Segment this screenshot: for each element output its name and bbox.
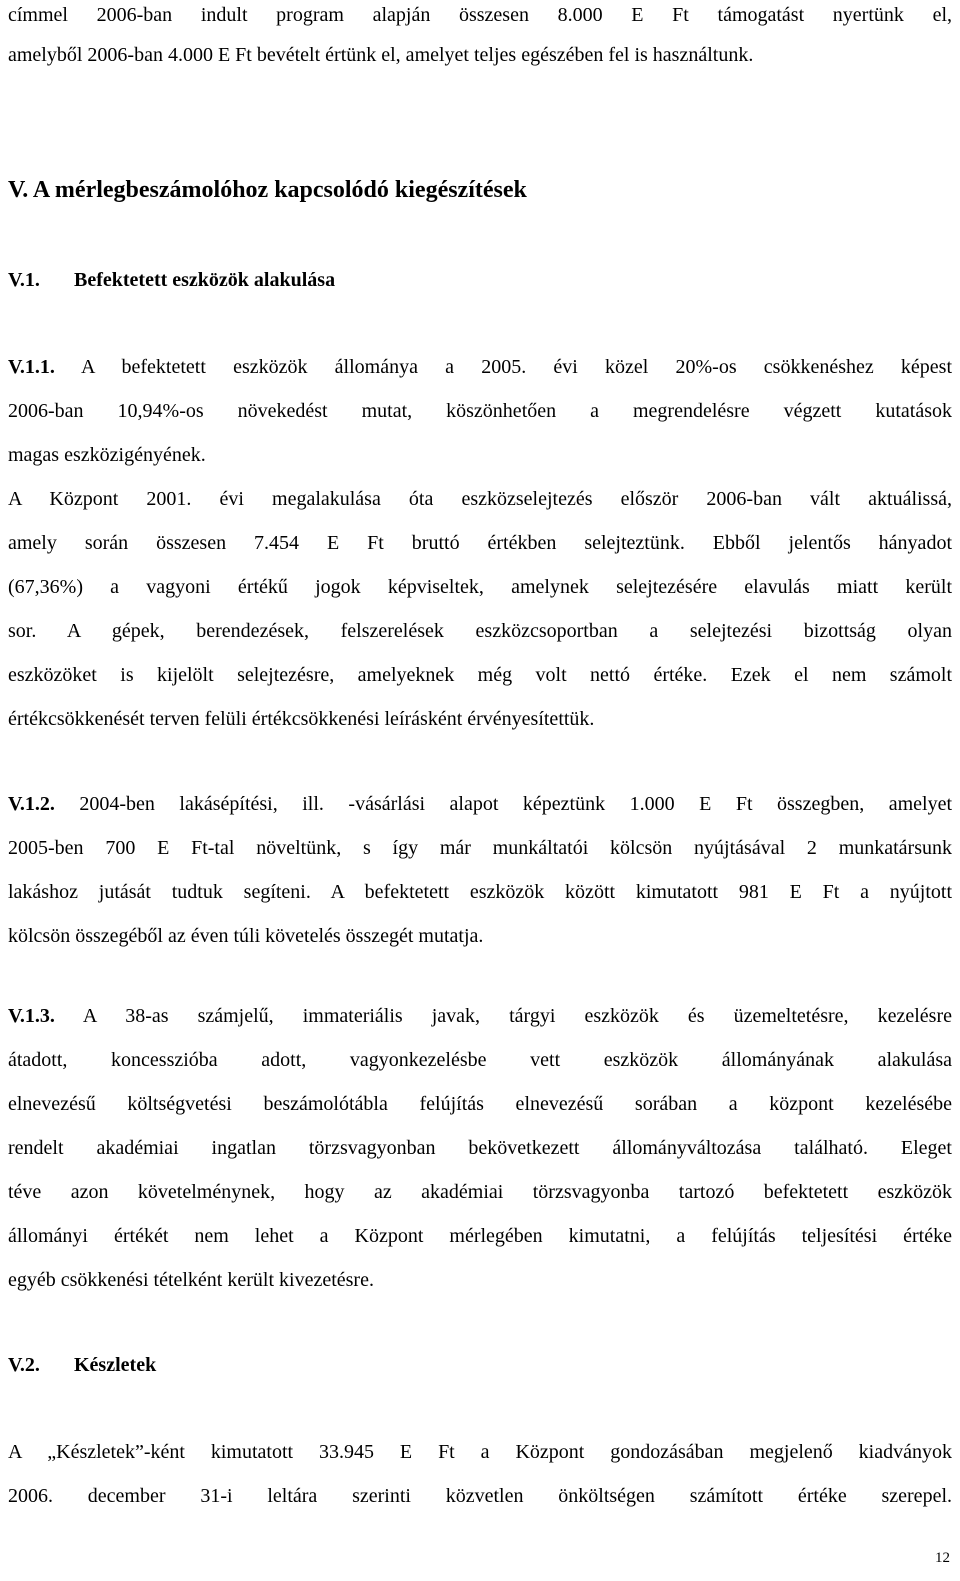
intro-line-2: amelyből 2006-ban 4.000 E Ft bevételt értünk el, amelyet teljes egészében fel is használtunk. — [8, 44, 754, 66]
section-v1-title: Befektetett eszközök alakulása — [74, 269, 336, 291]
section-v1-heading — [8, 266, 952, 294]
intro-line-1: címmel 2006-ban indult program alapján összesen 8.000 E Ft támogatást nyertünk el, — [8, 4, 952, 26]
para-v11-number: V.1.1. — [8, 356, 55, 378]
section-v2-title: Készletek — [74, 1354, 157, 1376]
section-v-heading: V. A mérlegbeszámolóhoz kapcsolódó kiegészítések — [8, 177, 527, 203]
para-v12-number: V.1.2. — [8, 793, 55, 815]
para-v12-line-1 — [8, 790, 952, 818]
para-v12-line-4: kölcsön összegéből az éven túli követelés összegét mutatja. — [8, 925, 484, 947]
page-number: 12 — [935, 1550, 950, 1566]
para-v11-line-1-text: A befektetett eszközök állománya a 2005. évi közel 20%-os csökkenéshez képest — [80, 356, 952, 378]
para-v13-line-1-text: A 38-as számjelű, immateriális javak, tárgyi eszközök és üzemeltetésre, kezelésre — [82, 1005, 952, 1027]
para-v13-line-2: átadott, koncesszióba adott, vagyonkezelésbe vett eszközök állományának alakulása — [8, 1049, 952, 1071]
section-v1-number: V.1. — [8, 269, 40, 291]
para-v13-line-1 — [8, 1002, 952, 1030]
para-v13-number: V.1.3. — [8, 1005, 55, 1027]
section-v2-heading — [8, 1351, 952, 1379]
para-v13-line-3: elnevezésű költségvetési beszámolótábla felújítás elnevezésű sorában a központ kezelésébe — [8, 1093, 952, 1115]
para-v11-line-2: 2006-ban 10,94%-os növekedést mutat, köszönhetően a megrendelésre végzett kutatások — [8, 400, 952, 422]
section-v2-number: V.2. — [8, 1354, 40, 1376]
para-v2-line-2: 2006. december 31-i leltára szerinti közvetlen önköltségen számított értéke szerepel. — [8, 1485, 952, 1507]
para-v2-line-1: A „Készletek”-ként kimutatott 33.945 E Ft a Központ gondozásában megjelenő kiadványok — [8, 1441, 952, 1463]
para-v11-line-1 — [8, 353, 952, 381]
para-v12-line-3: lakáshoz jutását tudtuk segíteni. A befektetett eszközök között kimutatott 981 E Ft a nyújtott — [8, 881, 952, 903]
para-v12-line-2: 2005-ben 700 E Ft-tal növeltünk, s így már munkáltatói kölcsön nyújtásával 2 munkatársunk — [8, 837, 952, 859]
para-v11-line-9: értékcsökkenését terven felüli értékcsökkenési leírásként érvényesítettük. — [8, 708, 595, 730]
para-v11-line-6: (67,36%) a vagyoni értékű jogok képviseltek, amelynek selejtezésére elavulás miatt került — [8, 576, 952, 598]
para-v11-line-3: magas eszközigényének. — [8, 444, 206, 466]
para-v11-line-8: eszközöket is kijelölt selejtezésre, amelyeknek még volt nettó értéke. Ezek el nem számolt — [8, 664, 952, 686]
para-v13-line-5: téve azon követelménynek, hogy az akadémiai törzsvagyonba tartozó befektetett eszközök — [8, 1181, 952, 1203]
para-v11-line-7: sor. A gépek, berendezések, felszerelések eszközcsoportban a selejtezési bizottság olyan — [8, 620, 952, 642]
para-v11-line-5: amely során összesen 7.454 E Ft bruttó értékben selejteztünk. Ebből jelentős hányadot — [8, 532, 952, 554]
para-v13-line-7: egyéb csökkenési tételként került kivezetésre. — [8, 1269, 374, 1291]
para-v13-line-6: állományi értékét nem lehet a Központ mérlegében kimutatni, a felújítás teljesítési értéke — [8, 1225, 952, 1247]
para-v13-line-4: rendelt akadémiai ingatlan törzsvagyonban bekövetkezett állományváltozása található. Eleget — [8, 1137, 952, 1159]
para-v11-line-4: A Központ 2001. évi megalakulása óta eszközselejtezés először 2006-ban vált aktuálissá, — [8, 488, 952, 510]
para-v12-line-1-text: 2004-ben lakásépítési, ill. -vásárlási alapot képeztünk 1.000 E Ft összegben, amelyet — [79, 793, 952, 815]
